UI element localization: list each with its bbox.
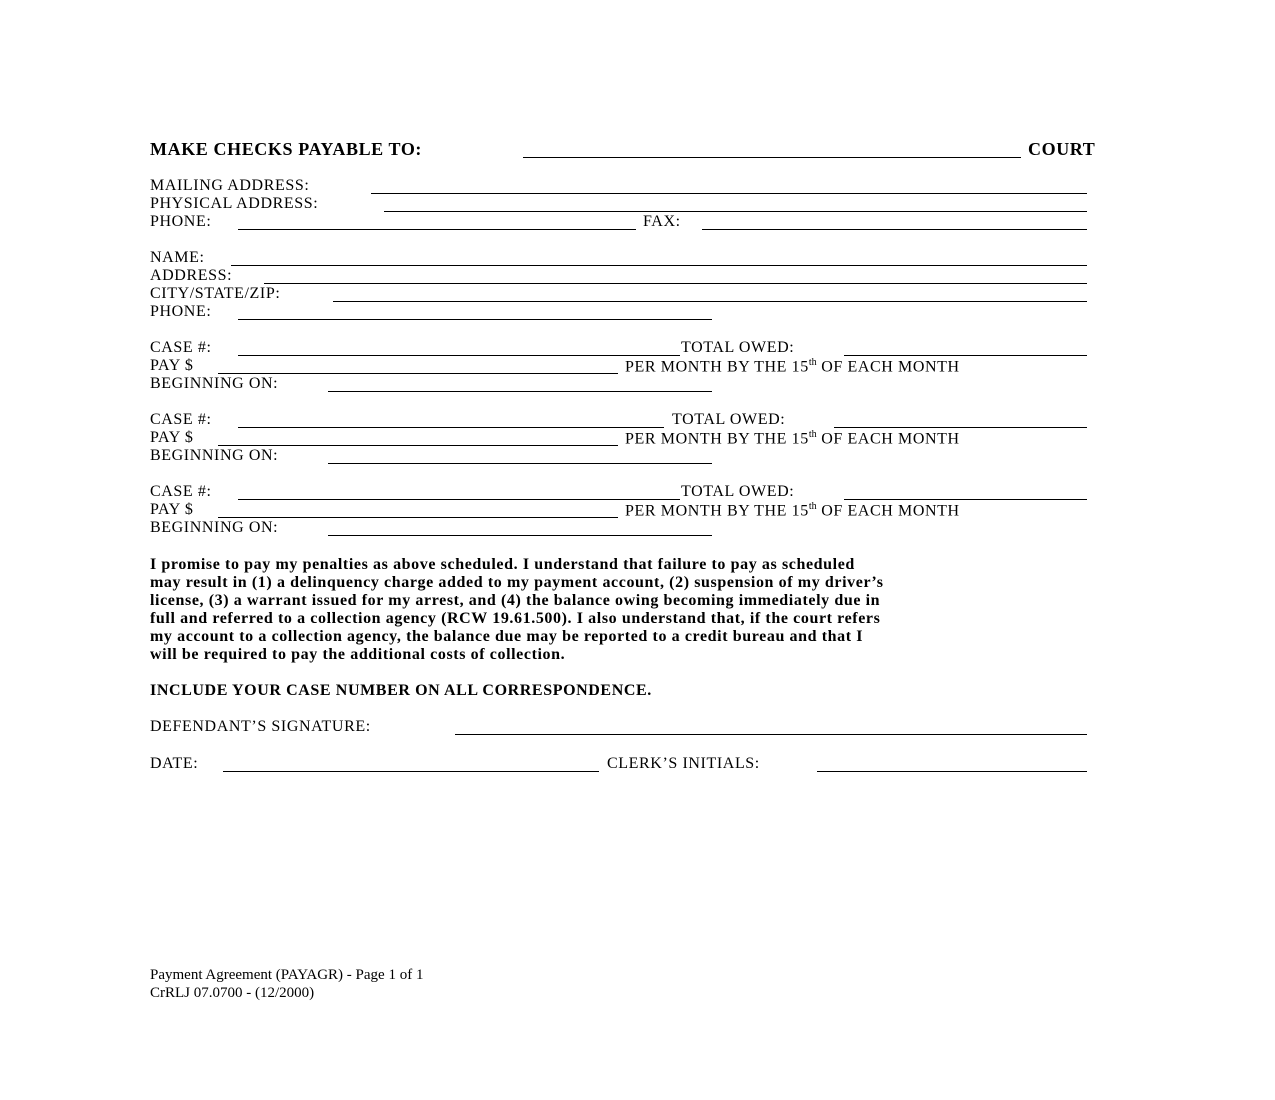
defendant-phone-label: PHONE: [150,303,212,320]
beginning-1-field[interactable] [328,391,712,392]
total-owed-2-label: TOTAL OWED: [672,411,786,428]
case-2-label: CASE #: [150,411,212,428]
promise-paragraph [150,556,1130,664]
pay-3-field[interactable] [218,517,618,518]
mailing-address-label: MAILING ADDRESS: [150,177,310,194]
per-month-1-text: PER MONTH BY THE 15th OF EACH MONTH [625,357,960,376]
beginning-3-field[interactable] [328,535,712,536]
total-owed-3-field[interactable] [844,499,1087,500]
name-label: NAME: [150,249,205,266]
promise-line: license, (3) a warrant issued for my arrest, and (4) the balance owing becoming immediately due in [150,592,881,609]
pay-1-field[interactable] [218,373,618,374]
footer [150,966,423,1002]
beginning-1-label: BEGINNING ON: [150,375,279,392]
include-case-note: INCLUDE YOUR CASE NUMBER ON ALL CORRESPONDENCE. [150,682,652,699]
signature-label: DEFENDANT’S SIGNATURE: [150,718,371,735]
total-owed-2-field[interactable] [834,427,1087,428]
pay-3-label: PAY $ [150,501,194,518]
court-phone-field[interactable] [238,229,636,230]
case-1-field[interactable] [238,355,680,356]
total-owed-3-label: TOTAL OWED: [681,483,795,500]
court-fax-label: FAX: [643,213,681,230]
signature-field[interactable] [455,734,1087,735]
date-field[interactable] [223,771,599,772]
promise-line: I promise to pay my penalties as above scheduled. I understand that failure to pay as scheduled [150,556,855,573]
address-field[interactable] [264,283,1087,284]
city-state-zip-field[interactable] [333,301,1087,302]
payable-label: MAKE CHECKS PAYABLE TO: [150,139,423,159]
physical-address-field[interactable] [384,211,1087,212]
beginning-2-label: BEGINNING ON: [150,447,279,464]
total-owed-1-field[interactable] [844,355,1087,356]
promise-line: may result in (1) a delinquency charge added to my payment account, (2) suspension of my driver’s [150,574,884,591]
promise-line: my account to a collection agency, the balance due may be reported to a credit bureau and that I [150,628,864,645]
per-month-3-text: PER MONTH BY THE 15th OF EACH MONTH [625,501,960,520]
case-2-field[interactable] [238,427,664,428]
case-3-field[interactable] [238,499,680,500]
court-name-field[interactable] [523,157,1021,158]
pay-2-field[interactable] [218,445,618,446]
mailing-address-field[interactable] [371,193,1087,194]
total-owed-1-label: TOTAL OWED: [681,339,795,356]
case-1-label: CASE #: [150,339,212,356]
defendant-phone-field[interactable] [238,319,712,320]
court-phone-label: PHONE: [150,213,212,230]
clerk-initials-label: CLERK’S INITIALS: [607,755,760,772]
clerk-initials-field[interactable] [817,771,1087,772]
court-label: COURT [1028,139,1096,159]
beginning-3-label: BEGINNING ON: [150,519,279,536]
pay-2-label: PAY $ [150,429,194,446]
payable-header [150,139,422,160]
promise-line: full and referred to a collection agency (RCW 19.61.500). I also understand that, if the court refers [150,610,881,627]
city-state-zip-label: CITY/STATE/ZIP: [150,285,281,302]
court-fax-field[interactable] [702,229,1087,230]
physical-address-label: PHYSICAL ADDRESS: [150,195,319,212]
date-label: DATE: [150,755,199,772]
name-field[interactable] [231,265,1087,266]
footer-form-code: CrRLJ 07.0700 - (12/2000) [150,985,315,1001]
beginning-2-field[interactable] [328,463,712,464]
footer-form-title: Payment Agreement (PAYAGR) - Page 1 of 1 [150,967,424,983]
pay-1-label: PAY $ [150,357,194,374]
case-3-label: CASE #: [150,483,212,500]
address-label: ADDRESS: [150,267,233,284]
per-month-2-text: PER MONTH BY THE 15th OF EACH MONTH [625,429,960,448]
promise-line: will be required to pay the additional costs of collection. [150,646,566,663]
